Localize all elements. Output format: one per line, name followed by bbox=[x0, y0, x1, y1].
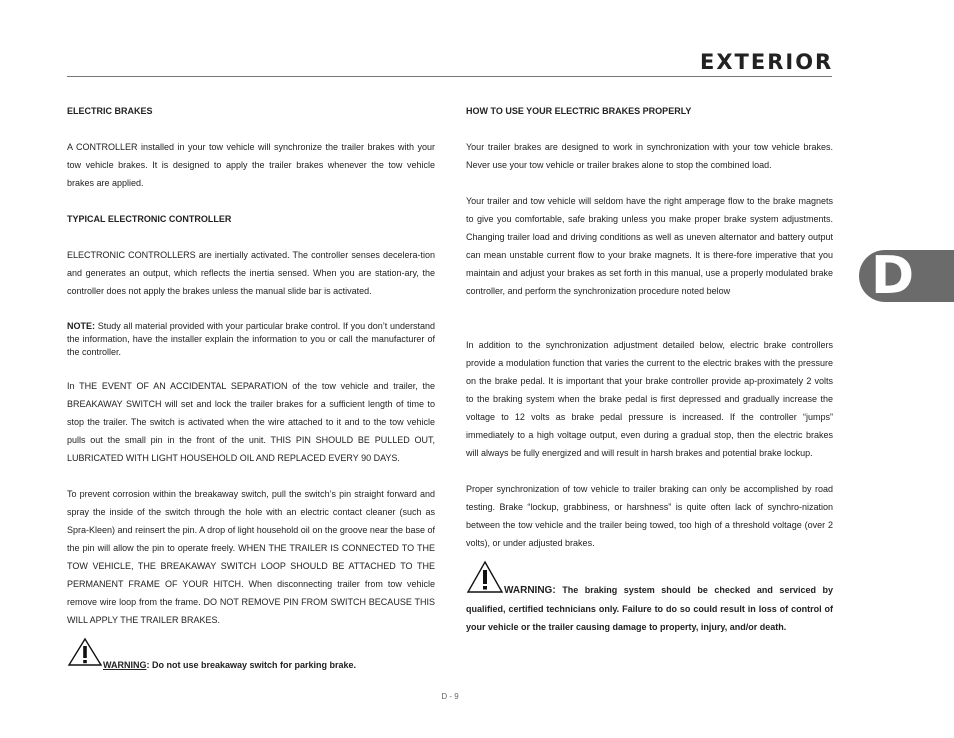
warning-breakaway bbox=[67, 637, 435, 673]
paragraph-accidental-separation: In THE EVENT OF AN ACCIDENTAL SEPARATION of the tow vehicle and trailer, the BREAKAWAY SWITCH will set and lock the trailer brakes for a sufficient length of time to stop the trailer. The switch is activated when the wire attached to it and to the tow vehicle pulls out the small pin in the front of the unit. THIS PIN SHOULD BE PULLED OUT, LUBRICATED WITH LIGHT HOUSEHOLD OIL AND REPLACED EVERY 90 DAYS. bbox=[67, 381, 435, 463]
section-tab-letter: D bbox=[871, 246, 915, 306]
warning-label: WARNING bbox=[103, 660, 147, 670]
warning-text: : Do not use breakaway switch for parking brake. bbox=[146, 660, 357, 670]
heading-electric-brakes: ELECTRIC BRAKES bbox=[67, 106, 153, 116]
heading-typical-controller: TYPICAL ELECTRONIC CONTROLLER bbox=[67, 214, 232, 224]
section-title: EXTERIOR bbox=[700, 50, 834, 74]
header-divider bbox=[67, 76, 832, 77]
note-text: Study all material provided with your particular brake control. If you don’t understand the information, have the installer explain the information to you or call the manufacturer of the controller. bbox=[67, 321, 435, 357]
heading-how-to-use: HOW TO USE YOUR ELECTRIC BRAKES PROPERLY bbox=[466, 106, 692, 116]
warning-label: WARNING: bbox=[504, 585, 556, 596]
right-column bbox=[466, 102, 833, 636]
page-number: D - 9 bbox=[441, 692, 459, 701]
paragraph-synchronization: Your trailer brakes are designed to work in synchronization with your tow vehicle brakes. Never use your tow vehicle or trailer brakes alone to stop the combined load. bbox=[466, 142, 833, 170]
left-column bbox=[67, 102, 435, 673]
paragraph-road-testing: Proper synchronization of tow vehicle to trailer braking can only be accomplished by road testing. Brake “lockup, grabbiness, or harshness” is quite often lack of synchro-nization between the tow vehicle and the trailer being towed, too high of a threshold voltage (over 2 volts), or under adjusted brakes. bbox=[466, 484, 833, 548]
warning-triangle-icon bbox=[466, 560, 504, 600]
warning-text: The braking system should be checked and serviced by qualified, certified technicians only. Failure to do so could result in loss of control of your vehicle or the trailer causing damage to property, injury, and/or death. bbox=[466, 585, 833, 632]
paragraph-modulation: In addition to the synchronization adjustment detailed below, electric brake controllers provide a modulation function that varies the current to the electric brakes with the pressure on the brake pedal. It is important that your brake controller provide ap-proximately 2 volts to the braking system when the brake pedal is first depressed and gradually increase the voltage to 12 volts as brake pedal pressure is increased. If the controller “jumps” immediately to a high voltage output, even during a gradual stop, then the electric brakes will always be fully energized and will result in harsh brakes and potential brake lockup. bbox=[466, 340, 833, 458]
paragraph-electronic-controllers: ELECTRONIC CONTROLLERS are inertially activated. The controller senses decelera-tion and generates an output, which reflects the inertia sensed. When you are station-ary, the controller does not apply the brakes unless the manual slide bar is activated. bbox=[67, 250, 435, 296]
paragraph-corrosion: To prevent corrosion within the breakaway switch, pull the switch’s pin straight forward and spray the inside of the switch through the hole with an electric contact cleaner (such as Spra-Kleen) and reinsert the pin. A drop of light household oil on the groove near the base of the pin will allow the pin to operate freely. WHEN THE TRAILER IS CONNECTED TO THE TOW VEHICLE, THE BREAKAWAY SWITCH LOOP SHOULD BE ATTACHED TO THE PERMANENT FRAME OF YOUR HITCH. When disconnecting trailer from tow vehicle remove wire loop from the frame. DO NOT REMOVE PIN FROM SWITCH BECAUSE THIS WILL APPLY THE TRAILER BRAKES. bbox=[67, 489, 435, 625]
paragraph-controller: A CONTROLLER installed in your tow vehicle will synchronize the trailer brakes with your tow vehicle brakes. It is designed to apply the trailer brakes whenever the tow vehicle brakes are applied. bbox=[67, 142, 435, 188]
note-label: NOTE: bbox=[67, 321, 95, 331]
section-tab bbox=[859, 246, 954, 306]
warning-triangle-icon bbox=[67, 637, 103, 673]
note-paragraph bbox=[67, 318, 435, 359]
warning-braking-system bbox=[466, 560, 833, 636]
paragraph-amperage: Your trailer and tow vehicle will seldom have the right amperage flow to the brake magnets to give you comfortable, safe braking unless you make proper brake system adjustments. Changing trailer load and driving conditions as well as uneven alternator and battery output can mean unstable current flow to your brake magnets. It is there-fore imperative that you maintain and adjust your brakes as set forth in this manual, use a properly modulated brake controller, and perform the synchronization procedure noted below bbox=[466, 196, 833, 296]
